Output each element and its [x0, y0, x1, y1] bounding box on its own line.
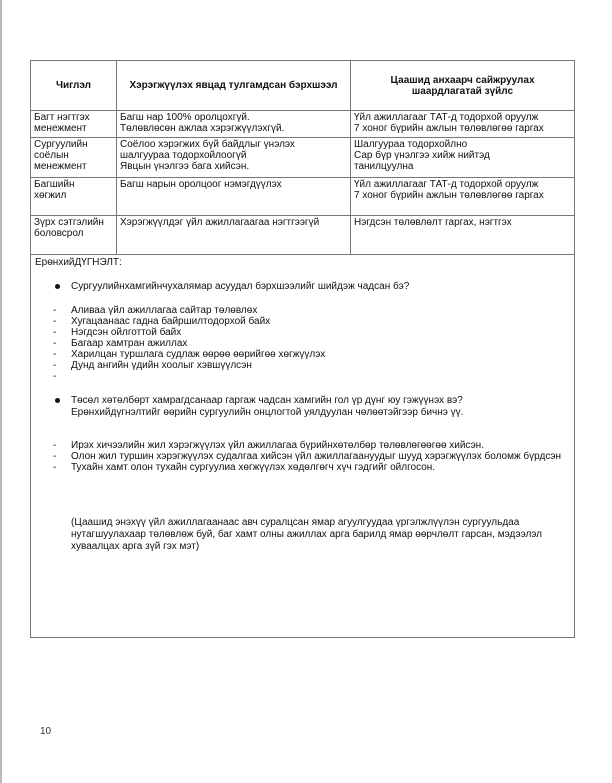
dash-icon: -: [53, 316, 57, 327]
improvements-cell: [351, 111, 575, 138]
cell-line: Явцын үнэлгээ бага хийсэн.: [120, 161, 250, 172]
cell-line: Багш нар 100% оролцохгүй.: [120, 112, 250, 123]
dash-icon: -: [53, 338, 57, 349]
cell-line: Сургуулийн: [34, 139, 88, 150]
cell-line: Үйл ажиллагааг ТАТ-д тодорхой оруулж: [354, 112, 539, 123]
dash-icon: -: [53, 360, 57, 371]
header-improvements: Цаашид анхаарч сайжруулах шаардлагатай зүйлс: [351, 61, 575, 111]
dash-icon: -: [53, 451, 57, 462]
header-problems: Хэрэгжүүлэх явцад тулгамдсан бэрхшээл: [117, 61, 351, 111]
list-item-text: Хугацаанаас гадна байршилтодорхой байх: [71, 316, 271, 327]
cell-line: менежмент: [34, 123, 87, 134]
page-edge: [0, 0, 2, 783]
cell-line: Зүрх сэтгэлийн: [34, 217, 104, 228]
question-1: [35, 281, 570, 293]
table-row: [31, 138, 575, 178]
dash-icon: -: [53, 440, 57, 451]
problems-cell: [117, 138, 351, 178]
summary-title: ЕрөнхийДҮГНЭЛТ:: [35, 257, 122, 268]
dash-icon: -: [53, 327, 57, 338]
cell-line: Төлөвлөсөн ажлаа хэрэгжүүлэхгүй.: [120, 123, 285, 134]
list-item: [35, 327, 570, 338]
list-item: [35, 371, 570, 382]
list-item-text: Олон жил туршин хэрэгжүүлэх судалгаа хийсэн үйл ажиллагаануудыг шууд хэрэгжүүлэх боломж бүрдсэн: [71, 451, 562, 462]
dash-icon: -: [53, 462, 57, 473]
assessment-table: [30, 60, 575, 638]
problems-cell: [117, 111, 351, 138]
achievement-list: [35, 305, 570, 382]
list-item: [35, 305, 570, 316]
list-item: [35, 440, 570, 451]
cell-line: Шалгуураа тодорхойлно: [354, 139, 468, 150]
dash-icon: -: [53, 305, 57, 316]
cell-line: соёлын: [34, 150, 69, 161]
problems-cell: [117, 216, 351, 255]
dash-icon: -: [53, 349, 57, 360]
cell-line: Соёлоо хэрэгжих бүй байдлыг үнэлэх: [120, 139, 295, 150]
summary-note: (Цаашид энэхүү үйл ажиллагаанаас авч суралцсан ямар агуулгуудаа үргэлжлүүлэн сургуульдаа нутагшуулахаар төлөвлөж буй, баг хамт олны ажиллах арга барилд ямар өөрчлөлт гарсан, мэдээлэл хуваалцах арга зүй гэх мэт): [71, 517, 543, 552]
question-line: Төсөл хөтөлбөрт хамрагдсанаар гаргаж чадсан хамгийн гол үр дүнг юу гэжүүнэх вэ?: [71, 395, 463, 406]
list-item: [35, 360, 570, 371]
list-item-text: Багаар хамтран ажиллах: [71, 338, 188, 349]
cell-line: Багт нэгтгэх: [34, 112, 90, 123]
dash-icon: -: [53, 371, 57, 382]
list-item: [35, 451, 570, 462]
topic-cell: [31, 138, 117, 178]
list-item-text: Дунд ангийн үдийн хоолыг хэвшүүлсэн: [71, 360, 252, 371]
results-list: [35, 440, 570, 473]
table-row: [31, 178, 575, 216]
question-2: [35, 395, 570, 419]
problems-cell: [117, 178, 351, 216]
question-line: Ерөнхийдүгнэлтийг өөрийн сургуулийн онцлогтой уялдуулан чөлөөтэйгээр бичнэ үү.: [71, 407, 464, 418]
header-direction: Чиглэл: [31, 61, 117, 111]
list-item: [35, 316, 570, 327]
bullet-dot-icon: [55, 284, 60, 289]
summary-cell: [31, 255, 575, 638]
list-item: [35, 462, 570, 473]
topic-cell: [31, 178, 117, 216]
topic-cell: [31, 216, 117, 255]
list-item: [35, 338, 570, 349]
cell-line: Багшийн: [34, 179, 75, 190]
cell-line: 7 хоног бүрийн ажлын төлөвлөгөө гаргах: [354, 190, 544, 201]
table-row: [31, 216, 575, 255]
improvements-cell: [351, 216, 575, 255]
cell-line: шалгуураа тодорхойлоогүй: [120, 150, 247, 161]
list-item-text: Аливаа үйл ажиллагаа сайтар төлөвлөх: [71, 305, 258, 316]
cell-line: Сар бүр үнэлгээ хийж нийтэд: [354, 150, 490, 161]
list-item-text: Нэгдсэн ойлготтой байх: [71, 327, 182, 338]
improvements-cell: [351, 178, 575, 216]
page-number: 10: [40, 726, 52, 737]
list-item-text: Ирэх хичээлийн жил хэрэгжүүлэх үйл ажиллагаа бүрийнхөтөлбөр төлөвлөгөөгөө хийсэн.: [71, 440, 484, 451]
cell-line: 7 хоног бүрийн ажлын төлөвлөгөө гаргах: [354, 123, 544, 134]
improvements-cell: [351, 138, 575, 178]
topic-cell: [31, 111, 117, 138]
cell-line: Нэгдсэн төлөвлөлт гаргах, нэгтгэх: [354, 217, 512, 228]
list-item: [35, 349, 570, 360]
cell-line: менежмент: [34, 161, 87, 172]
cell-line: танилцуулна: [354, 161, 414, 172]
list-item-text: Тухайн хамт олон тухайн сургуулиа хөгжүүлэх хөдөлгөгч хүч гэдгийг ойлгосон.: [71, 462, 436, 473]
cell-line: Үйл ажиллагааг ТАТ-д тодорхой оруулж: [354, 179, 539, 190]
table-row: [31, 111, 575, 138]
cell-line: Багш нарын оролцоог нэмэгдүүлэх: [120, 179, 282, 190]
summary-row: [31, 255, 575, 638]
question-text: Сургуулийнхамгийнчухалямар асуудал бэрхшээлийг шийдэж чадсан бэ?: [71, 281, 410, 292]
bullet-dot-icon: [55, 398, 60, 403]
list-item-text: Харилцан туршлага судлаж өөрөө өөрийгөө хөгжүүлэх: [71, 349, 326, 360]
cell-line: боловсрол: [34, 228, 84, 239]
cell-line: хөгжил: [34, 190, 67, 201]
header-row: [31, 61, 575, 111]
cell-line: Хэрэгжүүлдэг үйл ажиллагаагаа нэгтгээгүй: [120, 217, 320, 228]
